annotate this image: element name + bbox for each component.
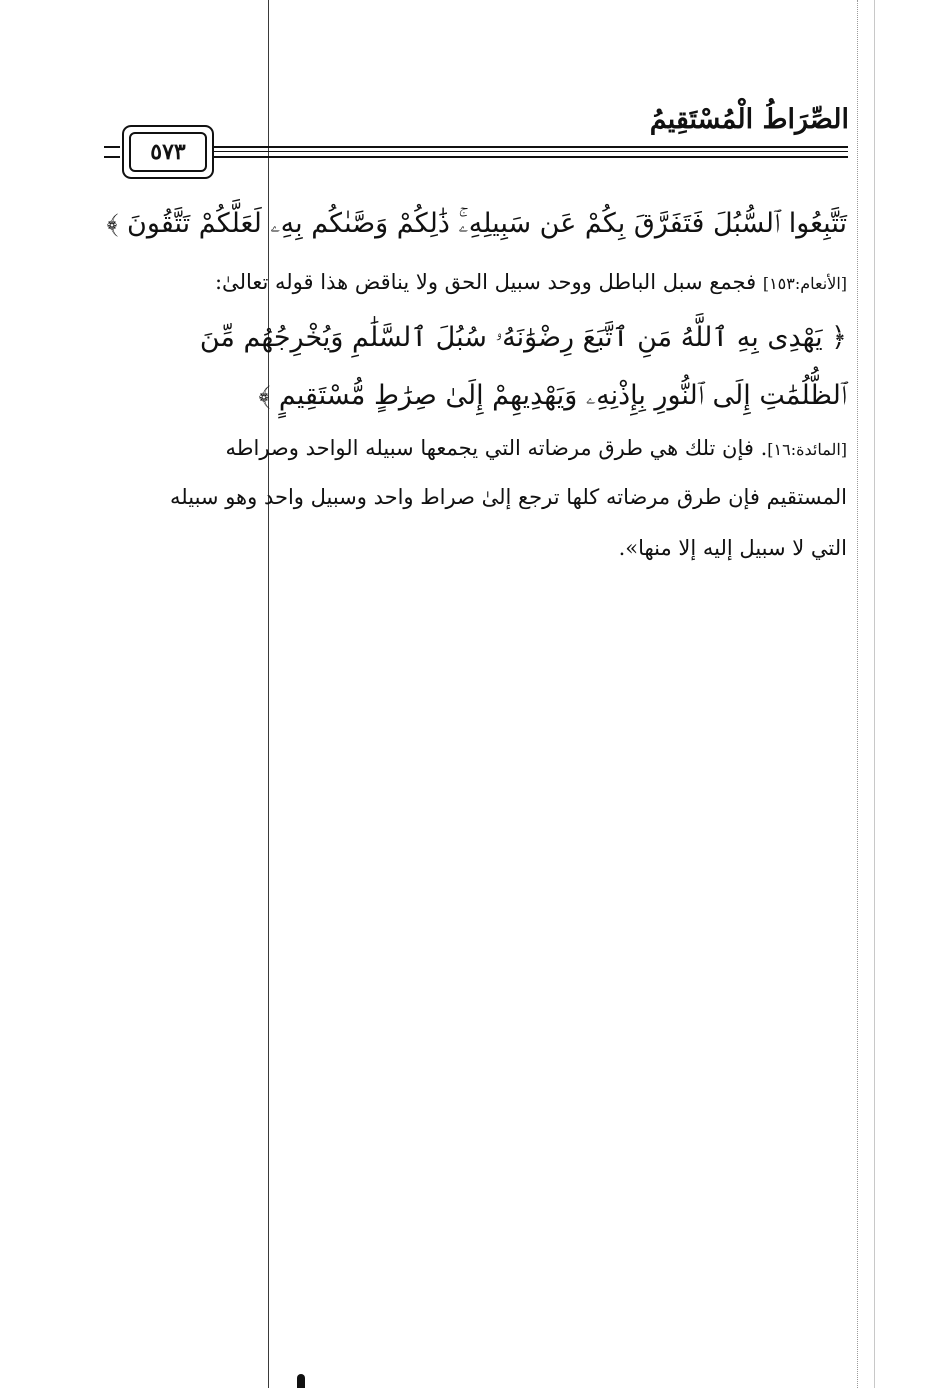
verse-line-1: تَتَّبِعُوا ٱلسُّبُلَ فَتَفَرَّقَ بِكُمْ عَن سَبِيلِهِۦۚ ذَٰلِكُمْ وَصَّىٰكُم بِهِۦ لَعَلَّكُمْ تَتَّقُونَ ﴾ <box>106 208 847 239</box>
page-number-frame <box>122 125 214 179</box>
text-line-6: المستقيم فإن طرق مرضاته كلها ترجع إلىٰ صراط واحد وسبيل واحد وهو سبيله <box>170 485 847 509</box>
header-rule <box>214 156 848 158</box>
text-line-2 <box>96 266 847 300</box>
text-line-5-body: . فإن تلك هي طرق مرضاته التي يجمعها سبيله الواحد وصراطه <box>225 436 768 460</box>
header-rule <box>214 146 848 148</box>
verse-line-3: ﴿ يَهْدِى بِهِ ٱللَّهُ مَنِ ٱتَّبَعَ رِضْوَٰنَهُۥ سُبُلَ ٱلسَّلَٰمِ وَيُخْرِجُهُم مِّنَ <box>199 322 847 353</box>
running-title: الصِّرَاطُ الْمُسْتَقِيمُ <box>649 104 849 135</box>
text-line-5 <box>96 432 847 466</box>
scan-artifact-dotted-line <box>857 0 858 1388</box>
text-line-2-body: فجمع سبل الباطل ووحد سبيل الحق ولا يناقض هذا قوله تعالىٰ: <box>214 270 763 294</box>
verse-reference: [الأنعام:١٥٣] <box>762 274 847 293</box>
verse-reference: [المائدة:١٦] <box>767 440 847 459</box>
text-line-7: التي لا سبيل إليه إلا منها». <box>618 536 847 560</box>
header-rule-left <box>104 146 120 158</box>
scan-artifact-mark <box>297 1374 305 1388</box>
header-rule <box>214 151 848 152</box>
scan-artifact-edge-line <box>874 0 875 1388</box>
page-number: ٥٧٣ <box>129 132 207 172</box>
verse-line-4: ٱلظُّلُمَٰتِ إِلَى ٱلنُّورِ بِإِذْنِهِۦ وَيَهْدِيهِمْ إِلَىٰ صِرَٰطٍ مُّسْتَقِيمٍ ﴾ <box>258 380 847 411</box>
